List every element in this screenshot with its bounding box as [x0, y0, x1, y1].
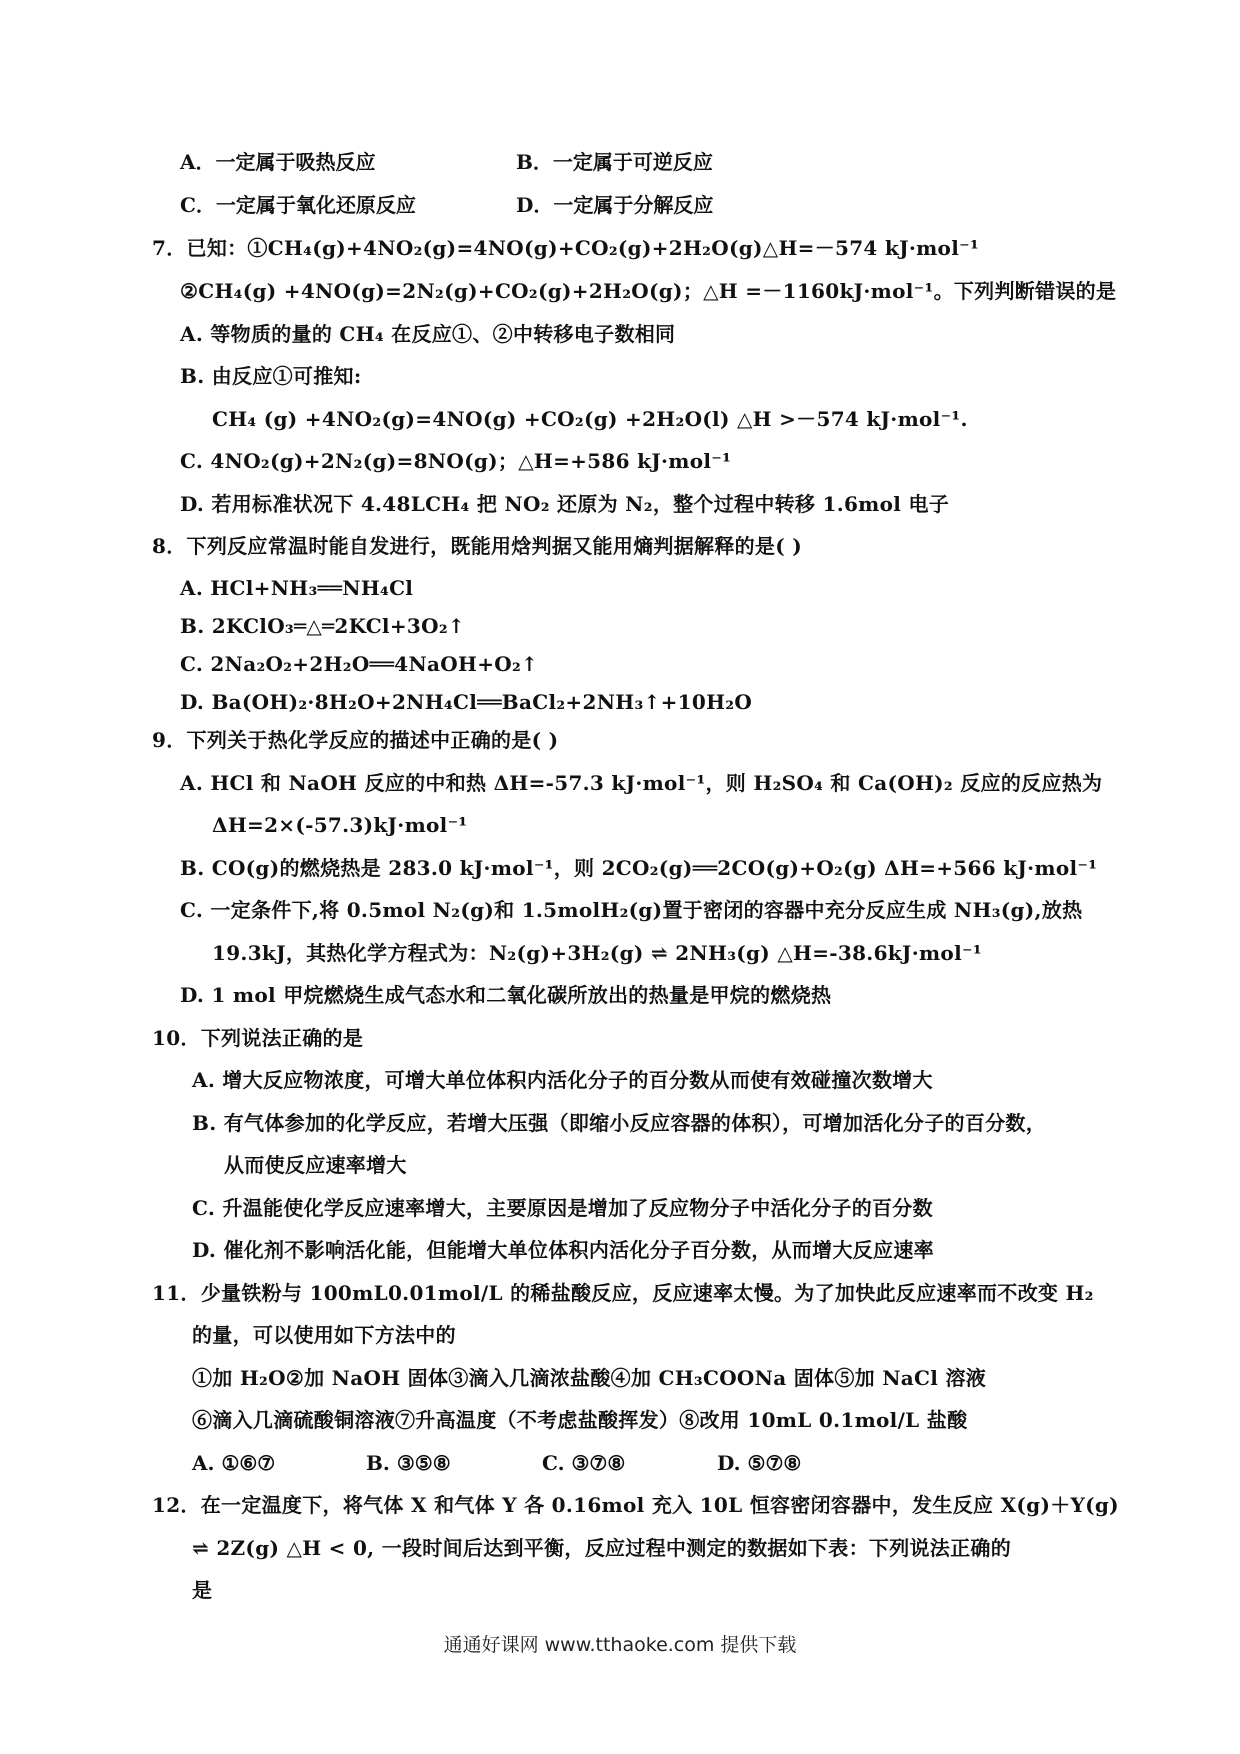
q10-option-b-line1: B. 有气体参加的化学反应，若增大压强（即缩小反应容器的体积），可增加活化分子的百分数， — [192, 1111, 1047, 1135]
q8-option-d: D. Ba(OH)₂·8H₂O+2NH₄Cl══BaCl₂+2NH₃↑+10H₂O — [180, 690, 753, 714]
q6-option-d: D．一定属于分解反应 — [516, 193, 714, 217]
q11-option-c: C. ③⑦⑧ — [542, 1451, 626, 1475]
q11-methods-line1: ①加 H₂O②加 NaOH 固体③滴入几滴浓盐酸④加 CH₃COONa 固体⑤加 NaCl 溶液 — [192, 1366, 987, 1390]
q10-stem: 10．下列说法正确的是 — [152, 1026, 364, 1050]
q9-stem: 9．下列关于热化学反应的描述中正确的是( ) — [152, 728, 559, 752]
q9-option-d: D. 1 mol 甲烷燃烧生成气态水和二氧化碳所放出的热量是甲烷的燃烧热 — [180, 983, 832, 1007]
q9-option-b: B. CO(g)的燃烧热是 283.0 kJ·mol⁻¹，则 2CO₂(g)══2CO(g)+O₂(g) ΔH=+566 kJ·mol⁻¹ — [180, 856, 1098, 880]
q11-option-a: A. ①⑥⑦ — [192, 1451, 276, 1475]
q11-stem-line2: 的量，可以使用如下方法中的 — [192, 1323, 456, 1347]
q12-stem-line1: 12．在一定温度下，将气体 X 和气体 Y 各 0.16mol 充入 10L 恒容密闭容器中，发生反应 X(g)＋Y(g) — [152, 1493, 1119, 1517]
q8-option-b: B. 2KClO₃═△═2KCl+3O₂↑ — [180, 614, 465, 638]
q10-option-a: A. 增大反应物浓度，可增大单位体积内活化分子的百分数从而使有效碰撞次数增大 — [192, 1068, 933, 1092]
q7-stem-line2: ②CH₄(g) +4NO(g)=2N₂(g)+CO₂(g)+2H₂O(g)；△H =－1160kJ·mol⁻¹。下列判断错误的是 — [180, 279, 1117, 303]
q6-option-c: C．一定属于氧化还原反应 — [180, 193, 416, 217]
q7-option-a: A. 等物质的量的 CH₄ 在反应①、②中转移电子数相同 — [180, 322, 676, 346]
q7-option-b: B. 由反应①可推知: — [180, 364, 362, 388]
q8-stem: 8．下列反应常温时能自发进行，既能用焓判据又能用熵判据解释的是( ) — [152, 534, 803, 558]
q7-option-c: C. 4NO₂(g)+2N₂(g)=8NO(g)；△H=+586 kJ·mol⁻¹ — [180, 449, 732, 473]
page-footer: 通通好课网 www.tthaoke.com 提供下载 — [443, 1634, 797, 1656]
q10-option-b-line2: 从而使反应速率增大 — [224, 1153, 407, 1177]
q10-option-c: C. 升温能使化学反应速率增大，主要原因是增加了反应物分子中活化分子的百分数 — [192, 1196, 933, 1220]
q11-methods-line2: ⑥滴入几滴硫酸铜溶液⑦升高温度（不考虑盐酸挥发）⑧改用 10mL 0.1mol/L 盐酸 — [192, 1408, 968, 1432]
q7-option-d: D. 若用标准状况下 4.48LCH₄ 把 NO₂ 还原为 N₂，整个过程中转移 1.6mol 电子 — [180, 492, 950, 516]
q10-option-d: D. 催化剂不影响活化能，但能增大单位体积内活化分子百分数，从而增大反应速率 — [192, 1238, 934, 1262]
q12-stem-line2: ⇌ 2Z(g) △H < 0, 一段时间后达到平衡，反应过程中测定的数据如下表：下列说法正确的 — [192, 1536, 1012, 1560]
q8-option-c: C. 2Na₂O₂+2H₂O══4NaOH+O₂↑ — [180, 652, 539, 676]
q9-option-a-line2: ΔH=2×(-57.3)kJ·mol⁻¹ — [212, 813, 468, 837]
q6-option-b: B．一定属于可逆反应 — [516, 150, 713, 174]
q9-option-a-line1: A. HCl 和 NaOH 反应的中和热 ΔH=-57.3 kJ·mol⁻¹，则 H₂SO₄ 和 Ca(OH)₂ 反应的反应热为 — [180, 771, 1103, 795]
q11-option-b: B. ③⑤⑧ — [366, 1451, 451, 1475]
q7-option-b-equation: CH₄ (g) +4NO₂(g)=4NO(g) +CO₂(g) +2H₂O(l) △H >－574 kJ·mol⁻¹. — [212, 407, 968, 431]
q9-option-c-line1: C. 一定条件下,将 0.5mol N₂(g)和 1.5molH₂(g)置于密闭的容器中充分反应生成 NH₃(g),放热 — [180, 898, 1083, 922]
q9-option-c-line2: 19.3kJ，其热化学方程式为：N₂(g)+3H₂(g) ⇌ 2NH₃(g) △H=-38.6kJ·mol⁻¹ — [212, 941, 982, 965]
q12-stem-line3: 是 — [192, 1578, 213, 1602]
q8-option-a: A. HCl+NH₃══NH₄Cl — [180, 576, 414, 600]
q6-option-a: A．一定属于吸热反应 — [180, 150, 376, 174]
q11-option-d: D. ⑤⑦⑧ — [717, 1451, 802, 1475]
q7-stem-line1: 7．已知：①CH₄(g)+4NO₂(g)=4NO(g)+CO₂(g)+2H₂O(g)△H=－574 kJ·mol⁻¹ — [152, 236, 980, 260]
q11-stem-line1: 11．少量铁粉与 100mL0.01mol/L 的稀盐酸反应，反应速率太慢。为了加快此反应速率而不改变 H₂ — [152, 1281, 1094, 1305]
